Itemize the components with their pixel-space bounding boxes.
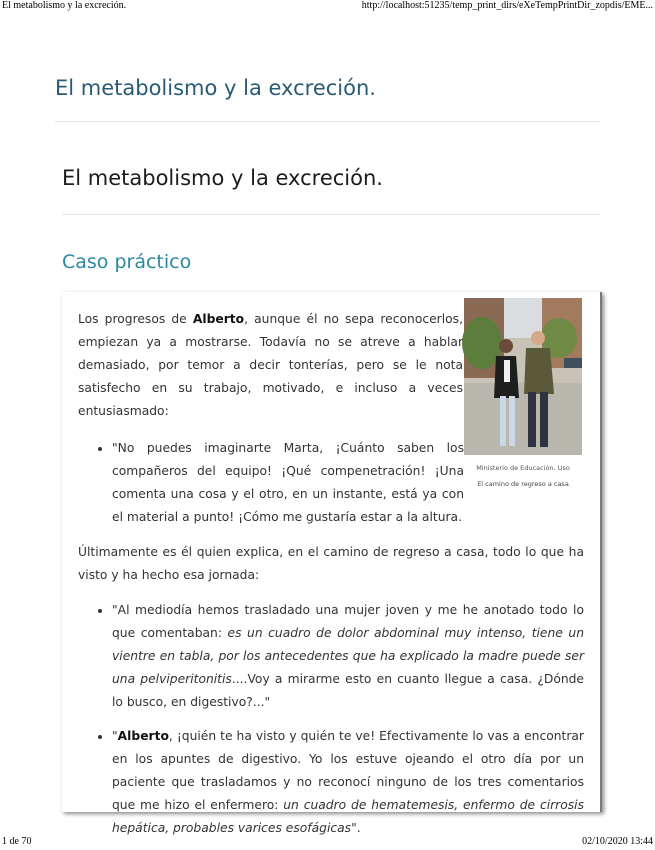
divider — [55, 121, 600, 122]
quote-list — [78, 599, 584, 840]
site-title: El metabolismo y la excreción. — [55, 76, 376, 100]
section-title: Caso práctico — [62, 251, 192, 273]
print-header-url: http://localhost:51235/temp_print_dirs/eXeTempPrintDir_zopdis/EME... — [361, 0, 653, 11]
page-title: El metabolismo y la excreción. — [62, 166, 383, 190]
text-run: , ¡quién te ha visto y quién te ve! Efectivamente lo vas a encontrar en los apuntes de digestivo. Yo los estuve ojeando el otro día por un paciente que trasladamos y no reconocí ninguno de los tres comentarios que me hizo el enfermero: — [112, 729, 584, 812]
quote-list — [78, 437, 464, 529]
print-header — [0, 0, 655, 14]
photo-caption: El camino de regreso a casa — [477, 480, 569, 488]
list-item — [112, 599, 584, 714]
print-timestamp: 02/10/2020 13:44 — [582, 836, 653, 847]
case-study-box — [62, 292, 602, 835]
text-run: "Al mediodía hemos trasladado una mujer joven y me he anotado todo lo que comentaban: — [112, 603, 584, 640]
italic-run: un cuadro de hematemesis, enfermo de cirrosis hepática, probables varices esofágicas — [112, 798, 584, 835]
photo-credit: Ministerio de Educación. Uso — [476, 464, 570, 472]
print-header-title: El metabolismo y la excreción. — [2, 0, 127, 11]
text-run: ....Voy a mirarme esto en cuanto llegue a casa. ¿Dónde lo busco, en digestivo?..." — [112, 672, 585, 709]
print-footer — [0, 836, 655, 850]
name-alberto: Alberto — [117, 729, 169, 743]
list-item: • "No puedes imaginarte Marta, ¡Cuánto saben los compañeros del equipo! ¡Qué compenetración! ¡Una comenta una cosa y el otro, en un instante, está ya con el material a punto! ¡Cómo me gustaría estar a la altura. — [112, 437, 464, 529]
paragraph — [78, 308, 463, 423]
text-run: ". — [351, 821, 361, 835]
divider — [62, 214, 600, 215]
text-run: Los progresos de — [78, 312, 193, 326]
page-counter: 1 de 70 — [2, 836, 32, 847]
list-item: • "Alberto, ¡quién te ha visto y quién te ve! Efectivamente lo vas a encontrar en los apuntes de digestivo. Yo los estuve ojeando el otro día por un paciente que trasladamos y no reconocí ninguno de los tres comentarios que me hizo el enfermero: un cuadro de hematemesis, enfermo de cirrosis hepática, probables varices esofágicas". — [112, 725, 584, 840]
name-alberto: Alberto — [192, 312, 245, 326]
text-run: , aunque él no sepa reconocerlos, empiezan ya a mostrarse. Todavía no se atreve a hablar demasiado, por temor a decir tonterías, pero se le nota satisfecho en su trabajo, motivado, e incluso a veces entusiasmado: — [78, 312, 463, 418]
italic-run: es un cuadro de dolor abdominal muy intenso, tiene un vientre en tabla, por los antecedentes que ha explicado la madre puede ser una pelviperitonitis — [112, 626, 584, 686]
case-text — [78, 308, 584, 840]
paragraph: Últimamente es él quien explica, en el camino de regreso a casa, todo lo que ha visto y ha hecho esa jornada: — [78, 545, 584, 582]
